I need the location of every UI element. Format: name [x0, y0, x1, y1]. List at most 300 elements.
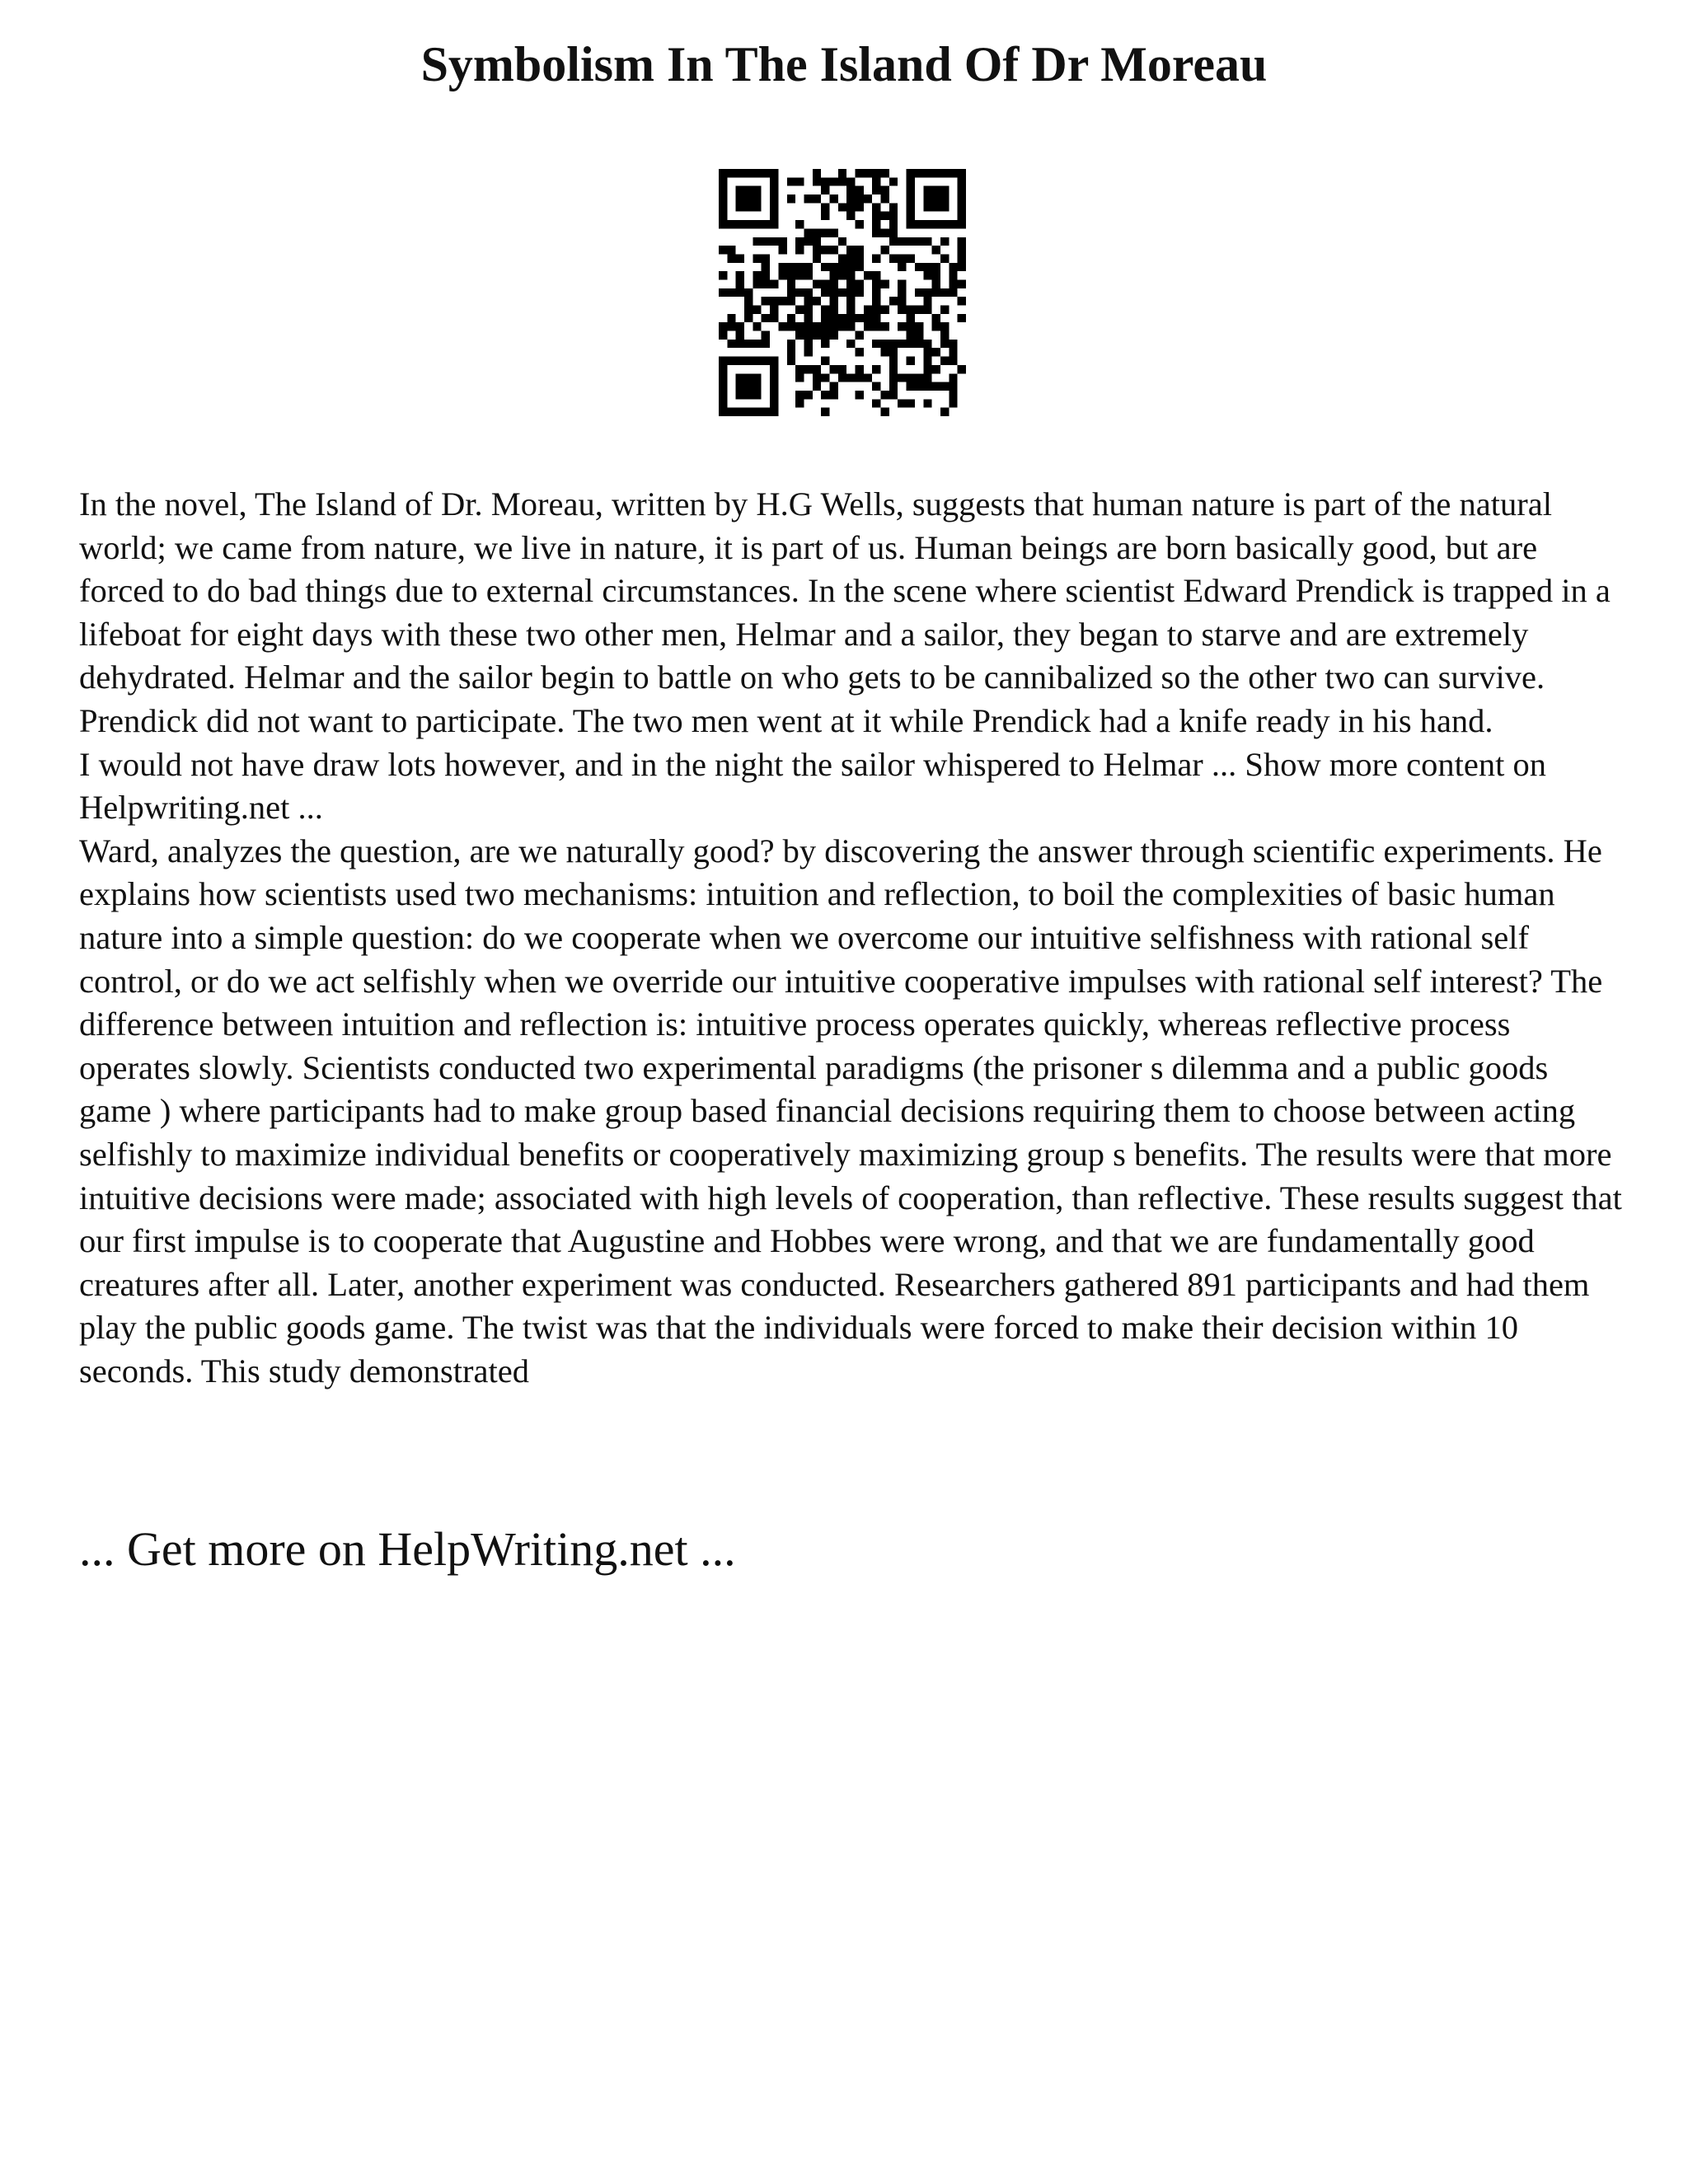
qr-module [795, 246, 804, 254]
qr-module [736, 169, 744, 177]
qr-module [872, 212, 880, 220]
qr-module [856, 169, 864, 177]
qr-module [838, 254, 846, 262]
qr-module [872, 306, 880, 314]
qr-module [821, 306, 829, 314]
qr-module [872, 271, 880, 279]
qr-module [804, 288, 812, 297]
qr-module [787, 314, 795, 322]
qr-module [736, 279, 744, 288]
qr-module [778, 271, 786, 279]
qr-module [770, 220, 778, 228]
qr-module [923, 399, 931, 407]
qr-module [846, 246, 855, 254]
qr-module [744, 373, 753, 382]
qr-module [778, 246, 786, 254]
qr-module [719, 288, 727, 297]
qr-module [821, 314, 829, 322]
qr-module [907, 314, 915, 322]
qr-module [881, 306, 889, 314]
qr-module [744, 194, 753, 203]
qr-module [821, 408, 829, 416]
qr-module [795, 288, 804, 297]
qr-module [907, 194, 915, 203]
qr-module [804, 365, 812, 373]
qr-module [838, 169, 846, 177]
qr-module [846, 263, 855, 271]
qr-module [881, 340, 889, 348]
qr-module [787, 271, 795, 279]
qr-module [813, 331, 821, 340]
qr-module [770, 237, 778, 246]
qr-module [856, 186, 864, 194]
qr-module [949, 357, 957, 365]
qr-module [864, 314, 872, 322]
qr-module [932, 279, 940, 288]
qr-module [846, 373, 855, 382]
qr-module [813, 382, 821, 391]
qr-module [787, 340, 795, 348]
qr-module [940, 357, 949, 365]
qr-module [889, 340, 898, 348]
qr-module [829, 194, 837, 203]
qr-module [872, 382, 880, 391]
qr-module [829, 365, 837, 373]
qr-module [907, 399, 915, 407]
qr-module [846, 306, 855, 314]
qr-module [736, 194, 744, 203]
qr-module [872, 254, 880, 262]
qr-module [719, 246, 727, 254]
qr-module [923, 169, 931, 177]
qr-module [744, 220, 753, 228]
qr-module [872, 322, 880, 330]
qr-module [923, 297, 931, 305]
qr-module [923, 365, 931, 373]
qr-module [719, 391, 727, 399]
qr-module [719, 194, 727, 203]
qr-module [846, 314, 855, 322]
qr-module [736, 340, 744, 348]
qr-module [915, 237, 923, 246]
qr-module [907, 382, 915, 391]
qr-module [804, 297, 812, 305]
qr-module [881, 322, 889, 330]
qr-module [898, 263, 906, 271]
qr-module [856, 220, 864, 228]
qr-module [762, 408, 770, 416]
qr-module [736, 186, 744, 194]
qr-module [898, 340, 906, 348]
qr-module [958, 186, 966, 194]
qr-module [898, 322, 906, 330]
qr-module [821, 203, 829, 211]
qr-module [753, 279, 761, 288]
qr-module [762, 237, 770, 246]
qr-module [940, 220, 949, 228]
qr-module [872, 279, 880, 288]
qr-module [804, 340, 812, 348]
qr-module [813, 373, 821, 382]
qr-module [787, 297, 795, 305]
qr-module [753, 322, 761, 330]
qr-module [907, 373, 915, 382]
qr-module [838, 322, 846, 330]
qr-module [753, 194, 761, 203]
qr-module [846, 194, 855, 203]
qr-module [958, 314, 966, 322]
qr-module [856, 246, 864, 254]
qr-module [958, 194, 966, 203]
qr-module [923, 357, 931, 365]
qr-module [958, 237, 966, 246]
qr-module [923, 220, 931, 228]
qr-module [787, 194, 795, 203]
qr-code-icon [719, 169, 966, 416]
qr-module [846, 297, 855, 305]
qr-module [898, 399, 906, 407]
qr-module [958, 169, 966, 177]
qr-module [770, 194, 778, 203]
qr-module [838, 373, 846, 382]
qr-module [813, 169, 821, 177]
qr-module [872, 228, 880, 237]
qr-module [778, 322, 786, 330]
qr-module [753, 186, 761, 194]
qr-module [727, 169, 735, 177]
qr-module [829, 306, 837, 314]
qr-module [829, 228, 837, 237]
qr-module [872, 169, 880, 177]
qr-module [881, 408, 889, 416]
qr-module [795, 399, 804, 407]
qr-module [762, 340, 770, 348]
qr-module [753, 340, 761, 348]
qr-module [753, 373, 761, 382]
qr-module [864, 373, 872, 382]
qr-module [958, 365, 966, 373]
qr-module [813, 237, 821, 246]
qr-module [949, 169, 957, 177]
qr-module [821, 331, 829, 340]
qr-module [744, 391, 753, 399]
qr-code-graphic [719, 169, 966, 416]
qr-module [770, 177, 778, 185]
qr-module [787, 263, 795, 271]
qr-module [719, 382, 727, 391]
qr-module [907, 306, 915, 314]
qr-module [923, 373, 931, 382]
qr-module [829, 391, 837, 399]
qr-module [829, 331, 837, 340]
qr-module [889, 348, 898, 356]
qr-module [762, 263, 770, 271]
qr-module [804, 271, 812, 279]
qr-module [787, 288, 795, 297]
qr-module [727, 408, 735, 416]
qr-module [898, 373, 906, 382]
qr-module [846, 254, 855, 262]
qr-module [829, 322, 837, 330]
qr-module [813, 228, 821, 237]
qr-module [949, 263, 957, 271]
qr-module [770, 186, 778, 194]
paragraph-analysis: Ward, analyzes the question, are we naturally good? by discovering the answer through scientific experiments. He explains how scientists used two mechanisms: intuition and reflection, to boil the complexities of basic human nature into a simple question: do we cooperate when we overcome our intuitive selfishness with rational self control, or do we act selfishly when we override our intuitive cooperative impulses with rational self interest? The difference between intuition and reflection is: intuitive process operates quickly, whereas reflective process operates slowly. Scientists conducted two experimental paradigms (the prisoner s dilemma and a public goods game ) where participants had to make group based financial decisions requiring them to choose between acting selfishly to maximize individual benefits or cooperatively maximizing group s benefits. The results were that more intuitive decisions were made; associated with high levels of cooperation, than reflective. These results suggest that our first impulse is to cooperate that Augustine and Hobbes were wrong, and that we are fundamentally good creatures after all. Later, another experiment was conducted. Researchers gathered 891 participants and had them play the public goods game. The twist was that the individuals were forced to make their decision within 10 seconds. This study demonstrated [79, 832, 1622, 1390]
qr-module [838, 314, 846, 322]
qr-module [727, 220, 735, 228]
qr-module [821, 228, 829, 237]
qr-module [736, 391, 744, 399]
qr-module [795, 271, 804, 279]
qr-module [821, 263, 829, 271]
qr-module [736, 322, 744, 330]
qr-module [889, 297, 898, 305]
qr-module [932, 203, 940, 211]
qr-module [736, 408, 744, 416]
qr-module [744, 297, 753, 305]
qr-module [829, 288, 837, 297]
qr-module [719, 322, 727, 330]
qr-module [829, 177, 837, 185]
qr-module [804, 306, 812, 314]
qr-module [881, 246, 889, 254]
qr-module [813, 297, 821, 305]
qr-module [838, 237, 846, 246]
page-title: Symbolism In The Island Of Dr Moreau [420, 37, 1268, 91]
qr-module [898, 306, 906, 314]
qr-module [719, 357, 727, 365]
qr-module [846, 340, 855, 348]
qr-module [856, 288, 864, 297]
qr-module [795, 373, 804, 382]
qr-module [821, 288, 829, 297]
qr-module [838, 271, 846, 279]
qr-module [727, 357, 735, 365]
qr-module [753, 271, 761, 279]
qr-module [770, 408, 778, 416]
qr-module [829, 271, 837, 279]
qr-module [872, 186, 880, 194]
qr-module [856, 254, 864, 262]
qr-module [744, 203, 753, 211]
qr-module [872, 340, 880, 348]
qr-module [838, 203, 846, 211]
qr-module [753, 254, 761, 262]
qr-module [932, 246, 940, 254]
qr-module [795, 263, 804, 271]
qr-module [770, 399, 778, 407]
qr-module [881, 391, 889, 399]
qr-module [949, 391, 957, 399]
qr-module [864, 306, 872, 314]
qr-module [719, 177, 727, 185]
qr-module [813, 365, 821, 373]
qr-module [889, 237, 898, 246]
qr-module [787, 357, 795, 365]
qr-module [932, 382, 940, 391]
qr-module [940, 288, 949, 297]
qr-module [958, 177, 966, 185]
qr-module [872, 314, 880, 322]
qr-module [932, 263, 940, 271]
qr-module [719, 399, 727, 407]
qr-module [923, 237, 931, 246]
qr-module [881, 194, 889, 203]
qr-module [889, 177, 898, 185]
qr-module [770, 306, 778, 314]
qr-module [813, 246, 821, 254]
qr-module [958, 254, 966, 262]
qr-module [907, 254, 915, 262]
qr-module [846, 212, 855, 220]
qr-module [787, 322, 795, 330]
qr-module [923, 288, 931, 297]
qr-module [907, 186, 915, 194]
qr-module [923, 194, 931, 203]
qr-module [949, 220, 957, 228]
qr-module [932, 288, 940, 297]
qr-module [813, 194, 821, 203]
qr-module [829, 263, 837, 271]
qr-module [744, 357, 753, 365]
qr-module [846, 279, 855, 288]
qr-module [898, 288, 906, 297]
qr-module [864, 322, 872, 330]
qr-module [923, 348, 931, 356]
qr-module [940, 408, 949, 416]
qr-module [736, 254, 744, 262]
qr-module [881, 212, 889, 220]
qr-module [753, 306, 761, 314]
qr-module [821, 279, 829, 288]
qr-module [958, 212, 966, 220]
qr-module [838, 365, 846, 373]
qr-module [821, 246, 829, 254]
qr-module [915, 306, 923, 314]
qr-module [932, 169, 940, 177]
qr-module [770, 212, 778, 220]
qr-module [736, 288, 744, 297]
qr-module [889, 203, 898, 211]
qr-module [821, 177, 829, 185]
qr-module [736, 220, 744, 228]
qr-module [719, 212, 727, 220]
qr-module [804, 237, 812, 246]
qr-module [907, 331, 915, 340]
qr-module [813, 279, 821, 288]
qr-module [940, 194, 949, 203]
qr-module [915, 340, 923, 348]
qr-module [727, 246, 735, 254]
qr-module [881, 169, 889, 177]
qr-module [940, 254, 949, 262]
qr-module [736, 203, 744, 211]
qr-module [719, 271, 727, 279]
qr-module [898, 279, 906, 288]
qr-module [795, 331, 804, 340]
qr-module [907, 212, 915, 220]
qr-module [881, 348, 889, 356]
qr-module [778, 297, 786, 305]
qr-module [846, 322, 855, 330]
qr-module [958, 220, 966, 228]
qr-module [787, 177, 795, 185]
qr-module [932, 314, 940, 322]
qr-module [753, 357, 761, 365]
qr-module [753, 203, 761, 211]
qr-module [762, 331, 770, 340]
qr-module [949, 279, 957, 288]
qr-module [744, 382, 753, 391]
qr-module [856, 203, 864, 211]
qr-module [846, 288, 855, 297]
qr-module [795, 220, 804, 228]
qr-module [872, 203, 880, 211]
qr-module [727, 340, 735, 348]
qr-module [804, 391, 812, 399]
qr-module [889, 212, 898, 220]
qr-module [949, 399, 957, 407]
qr-module [753, 408, 761, 416]
qr-module [762, 357, 770, 365]
qr-module [881, 228, 889, 237]
qr-module [813, 254, 821, 262]
qr-module [872, 177, 880, 185]
qr-module [727, 288, 735, 297]
qr-module [940, 331, 949, 340]
qr-module [915, 382, 923, 391]
qr-module [821, 357, 829, 365]
qr-module [864, 194, 872, 203]
qr-module [804, 314, 812, 322]
qr-module [846, 177, 855, 185]
qr-module [915, 169, 923, 177]
qr-module [719, 186, 727, 194]
qr-module [898, 254, 906, 262]
get-more-link[interactable]: ... Get more on HelpWriting.net ... [79, 1522, 736, 1576]
qr-module [856, 194, 864, 203]
qr-module [940, 169, 949, 177]
qr-module [907, 340, 915, 348]
qr-module [923, 203, 931, 211]
qr-module [872, 399, 880, 407]
qr-module [932, 271, 940, 279]
qr-module [856, 373, 864, 382]
qr-module [940, 203, 949, 211]
qr-module [753, 382, 761, 391]
qr-module [940, 237, 949, 246]
qr-module [727, 254, 735, 262]
qr-module [787, 279, 795, 288]
qr-module [829, 314, 837, 322]
qr-module [804, 322, 812, 330]
qr-module [915, 322, 923, 330]
qr-module [719, 373, 727, 382]
qr-module [907, 177, 915, 185]
qr-module [856, 263, 864, 271]
qr-module [915, 331, 923, 340]
paragraph-excerpt: I would not have draw lots however, and in the night the sailor whispered to Helmar ... Show more content on Helpwriting.net ... [79, 745, 1546, 827]
qr-module [958, 203, 966, 211]
qr-module [744, 186, 753, 194]
qr-module [829, 246, 837, 254]
qr-module [856, 314, 864, 322]
qr-module [821, 391, 829, 399]
qr-module [804, 263, 812, 271]
qr-module [898, 237, 906, 246]
qr-module [770, 391, 778, 399]
qr-module [804, 194, 812, 203]
